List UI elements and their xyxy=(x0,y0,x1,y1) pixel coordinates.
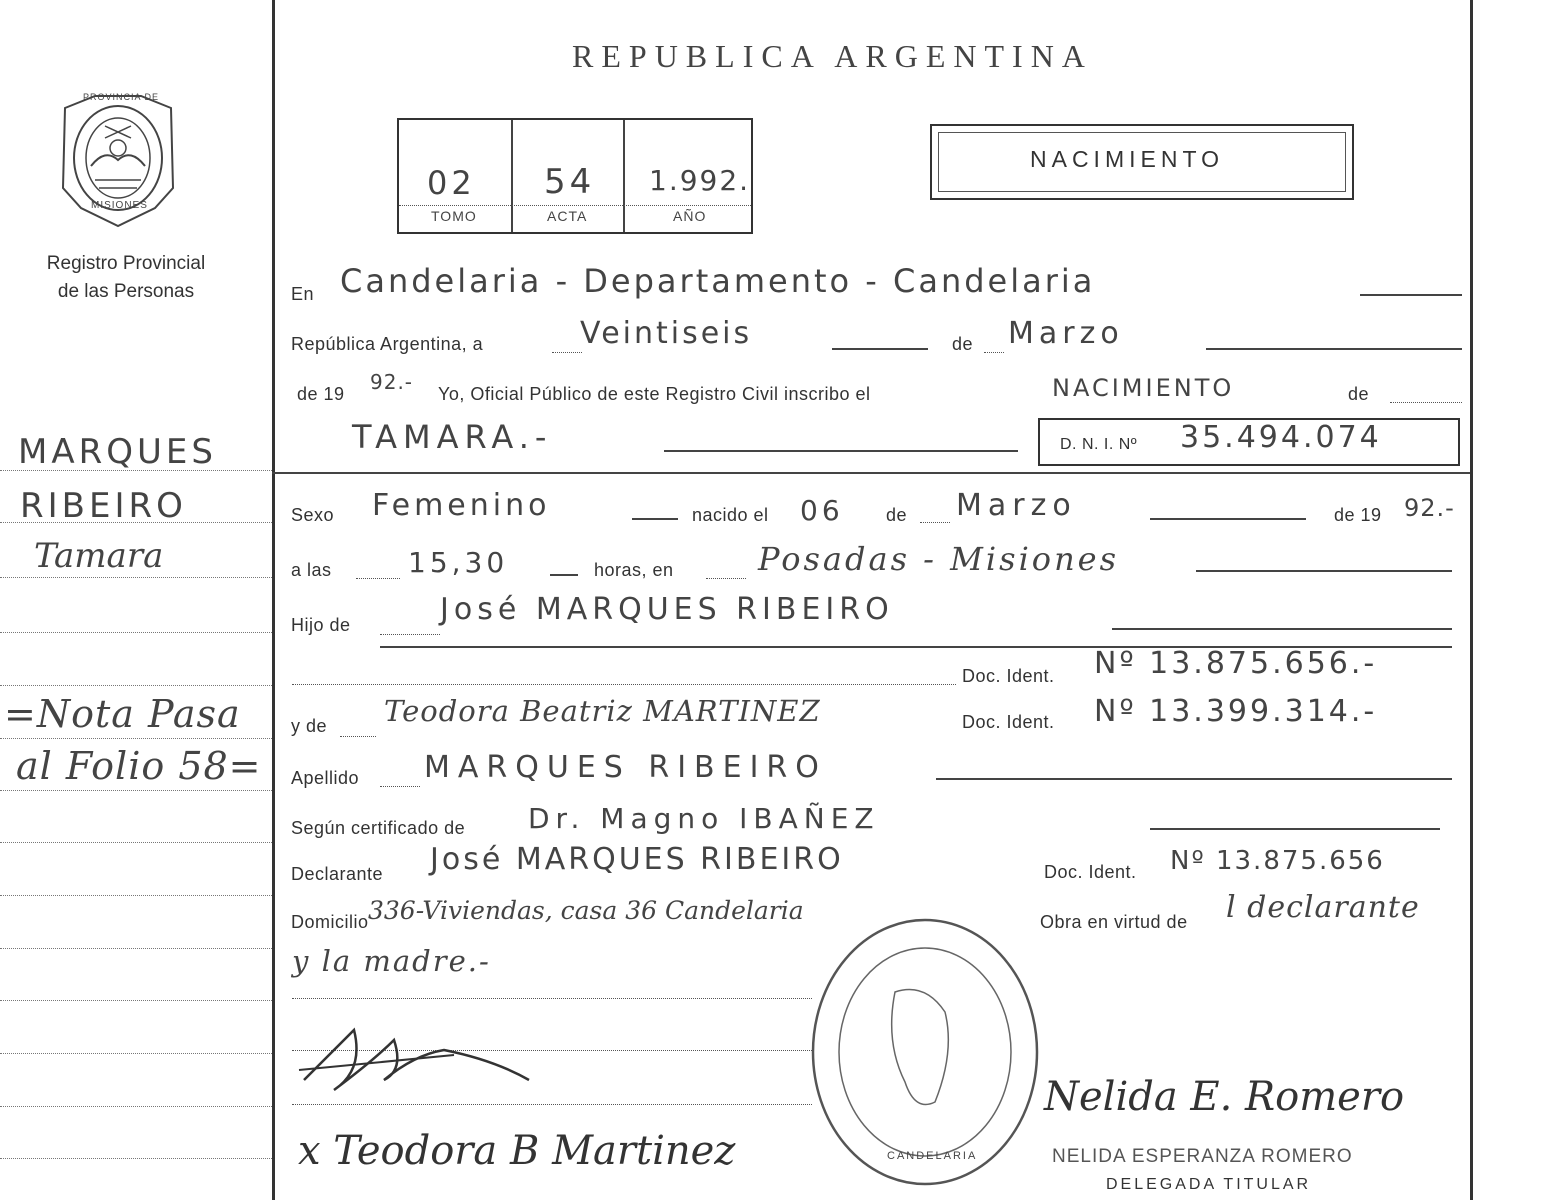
label-segun: Según certificado de xyxy=(291,818,466,838)
child-name: TAMARA.- xyxy=(352,418,553,456)
declarant-signature xyxy=(294,1010,534,1100)
mother-name: Teodora Beatriz MARTINEZ xyxy=(384,694,821,728)
registry-name xyxy=(0,250,252,306)
mother-doc: Nº 13.399.314.- xyxy=(1094,694,1378,729)
acta-box xyxy=(397,118,753,234)
label-republica: República Argentina, a xyxy=(291,334,484,354)
label-docident3: Doc. Ident. xyxy=(1044,862,1137,882)
label-de3: de xyxy=(886,505,908,525)
label-de19b: de 19 xyxy=(1334,505,1382,525)
acta-label: ACTA xyxy=(547,208,588,224)
month-value: Marzo xyxy=(1008,316,1124,351)
official-signature: Nelida E. Romero xyxy=(1044,1074,1405,1120)
margin-surname1: MARQUES xyxy=(18,432,217,472)
hour-value: 15,30 xyxy=(408,546,509,579)
label-obra: Obra en virtud de xyxy=(1040,912,1188,932)
left-panel-border xyxy=(272,0,275,1200)
label-de2: de xyxy=(1348,384,1370,404)
birth-day: 06 xyxy=(800,494,844,527)
registry-line2: de las Personas xyxy=(57,281,195,302)
margin-note1: =Nota Pasa xyxy=(4,692,241,736)
ano-label: AÑO xyxy=(673,208,707,224)
label-alas: a las xyxy=(291,560,332,580)
seal-bottom-text: MISIONES xyxy=(91,200,148,211)
label-hijo: Hijo de xyxy=(291,615,351,635)
day-value: Veintiseis xyxy=(580,316,753,351)
margin-note2: al Folio 58= xyxy=(16,744,262,788)
address-value: 336-Viviendas, casa 36 Candelaria xyxy=(368,896,804,925)
birthplace-value: Posadas - Misiones xyxy=(758,540,1120,578)
label-apellido: Apellido xyxy=(291,768,360,788)
mother-signature: x Teodora B Martinez xyxy=(298,1128,736,1174)
label-declarante: Declarante xyxy=(291,864,384,884)
registry-line1: Registro Provincial xyxy=(46,253,206,274)
margin-surname2: RIBEIRO xyxy=(20,486,187,526)
label-sexo: Sexo xyxy=(291,505,335,525)
father-name: José MARQUES RIBEIRO xyxy=(440,592,894,627)
dni-label: D. N. I. Nº xyxy=(1060,436,1138,453)
margin-name: Tamara xyxy=(34,536,164,576)
label-de19: de 19 xyxy=(297,384,345,404)
inscribo-value: NACIMIENTO xyxy=(1052,374,1235,402)
province-seal xyxy=(55,88,181,230)
year-value: 92.- xyxy=(370,370,414,394)
birth-year: 92.- xyxy=(1404,494,1455,522)
birth-month: Marzo xyxy=(956,488,1077,523)
declarant-name: José MARQUES RIBEIRO xyxy=(430,842,844,877)
label-nacido: nacido el xyxy=(692,505,769,525)
dni-value: 35.494.074 xyxy=(1180,420,1382,455)
sex-value: Femenino xyxy=(372,488,551,523)
doc-type-title: NACIMIENTO xyxy=(1030,146,1224,172)
dni-box xyxy=(1038,418,1460,466)
label-yde: y de xyxy=(291,716,328,736)
label-oficial: Yo, Oficial Público de este Registro Civil inscribo el xyxy=(438,384,871,404)
right-panel-border xyxy=(1470,0,1473,1200)
official-name: NELIDA ESPERANZA ROMERO xyxy=(1052,1146,1353,1167)
surname-value: MARQUES RIBEIRO xyxy=(424,750,827,785)
seal-top-text: PROVINCIA DE xyxy=(83,92,160,102)
acta-value: 54 xyxy=(544,162,596,202)
certificate-value: Dr. Magno IBAÑEZ xyxy=(528,802,880,835)
label-en: En xyxy=(291,284,315,304)
declarant-doc: Nº 13.875.656 xyxy=(1170,846,1385,876)
ano-value: 1.992. xyxy=(649,164,751,197)
label-docident2: Doc. Ident. xyxy=(962,712,1055,732)
label-horas: horas, en xyxy=(594,560,674,580)
official-title: DELEGADA TITULAR xyxy=(1106,1176,1312,1193)
label-docident: Doc. Ident. xyxy=(962,666,1055,686)
father-doc: Nº 13.875.656.- xyxy=(1094,646,1378,681)
stamp-text: CANDELARIA xyxy=(887,1150,978,1162)
official-stamp xyxy=(805,912,1045,1192)
doc-type-box xyxy=(930,124,1354,200)
label-domicilio: Domicilio xyxy=(291,912,369,932)
virtud-value: l declarante xyxy=(1226,890,1420,925)
tomo-label: TOMO xyxy=(431,208,477,224)
virtud-value-cont: y la madre.- xyxy=(292,944,491,978)
tomo-value: 02 xyxy=(427,164,476,202)
place-value: Candelaria - Departamento - Candelaria xyxy=(340,262,1096,300)
label-de: de xyxy=(952,334,974,354)
country-title: REPUBLICA ARGENTINA xyxy=(572,38,1093,74)
